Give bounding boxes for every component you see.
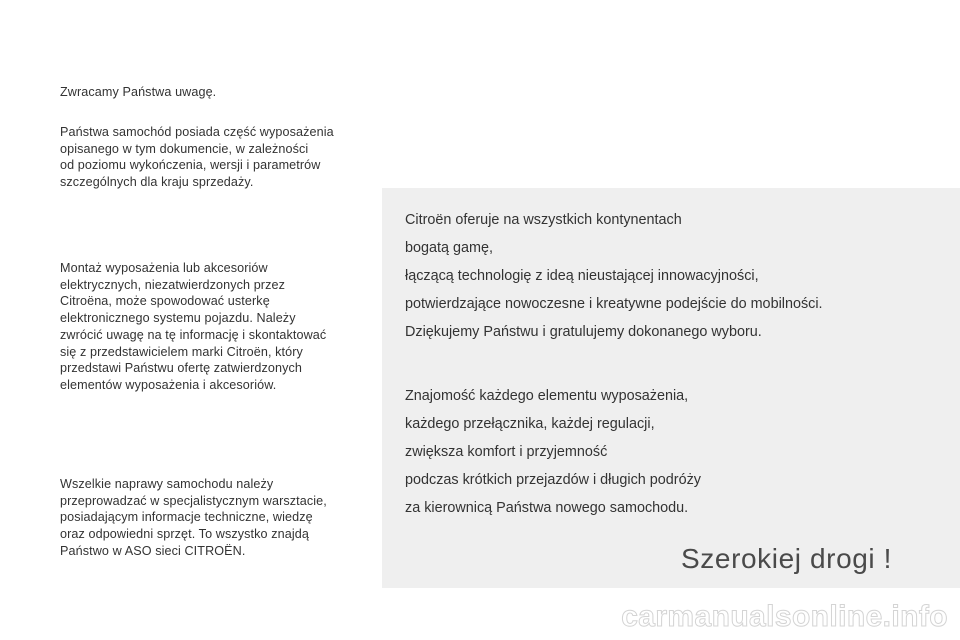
text-line: elementów wyposażenia i akcesoriów.: [60, 377, 277, 392]
text-line: elektrycznych, niezatwierdzonych przez: [60, 277, 285, 292]
text-line: zwiększa komfort i przyjemność: [405, 444, 608, 460]
text-line: Znajomość każdego elementu wyposażenia,: [405, 388, 689, 404]
text-line: potwierdzające nowoczesne i kreatywne podejście do mobilności.: [405, 296, 823, 312]
text-line: podczas krótkich przejazdów i długich podróży: [405, 472, 701, 488]
watermark-text: carmanualsonline.info: [621, 600, 948, 633]
text-line: zwrócić uwagę na tę informację i skontaktować: [60, 327, 327, 342]
accessories-warning-paragraph: [60, 260, 360, 394]
text-line: przeprowadzać w specjalistycznym warsztacie,: [60, 493, 327, 508]
text-line: Zwracamy Państwa uwagę.: [60, 85, 217, 99]
attention-paragraph: [60, 84, 360, 101]
text-line: za kierownicą Państwa nowego samochodu.: [405, 500, 689, 516]
welcome-intro-paragraph: [405, 206, 945, 346]
repairs-paragraph: [60, 476, 360, 560]
text-line: każdego przełącznika, każdej regulacji,: [405, 416, 655, 432]
text-line: Citroëna, może spowodować usterkę: [60, 294, 270, 309]
text-line: łączącą technologię z ideą nieustającej innowacyjności,: [405, 268, 759, 284]
text-line: Państwa samochód posiada część wyposażenia: [60, 125, 334, 139]
equipment-variation-paragraph: [60, 124, 360, 191]
text-line: elektronicznego systemu pojazdu. Należy: [60, 311, 296, 326]
text-line: od poziomu wykończenia, wersji i parametrów: [60, 158, 321, 173]
text-line: Citroën oferuje na wszystkich kontynentach: [405, 212, 682, 228]
text-line: Państwo w ASO sieci CITROËN.: [60, 543, 246, 558]
welcome-panel: [382, 188, 960, 588]
text-line: szczególnych dla kraju sprzedaży.: [60, 175, 254, 190]
text-line: Montaż wyposażenia lub akcesoriów: [60, 261, 268, 275]
text-line: się z przedstawicielem marki Citroën, który: [60, 344, 303, 359]
text-line: posiadającym informacje techniczne, wiedzę: [60, 510, 313, 525]
text-line: oraz odpowiedni sprzęt. To wszystko znajdą: [60, 527, 309, 542]
welcome-knowledge-paragraph: [405, 382, 945, 522]
text-line: bogatą gamę,: [405, 240, 494, 256]
closing-greeting: Szerokiej drogi !: [681, 543, 892, 574]
text-line: przedstawi Państwu ofertę zatwierdzonych: [60, 361, 302, 376]
text-line: Dziękujemy Państwu i gratulujemy dokonanego wyboru.: [405, 324, 762, 340]
text-line: Wszelkie naprawy samochodu należy: [60, 477, 274, 491]
text-line: opisanego w tym dokumencie, w zależności: [60, 141, 309, 156]
